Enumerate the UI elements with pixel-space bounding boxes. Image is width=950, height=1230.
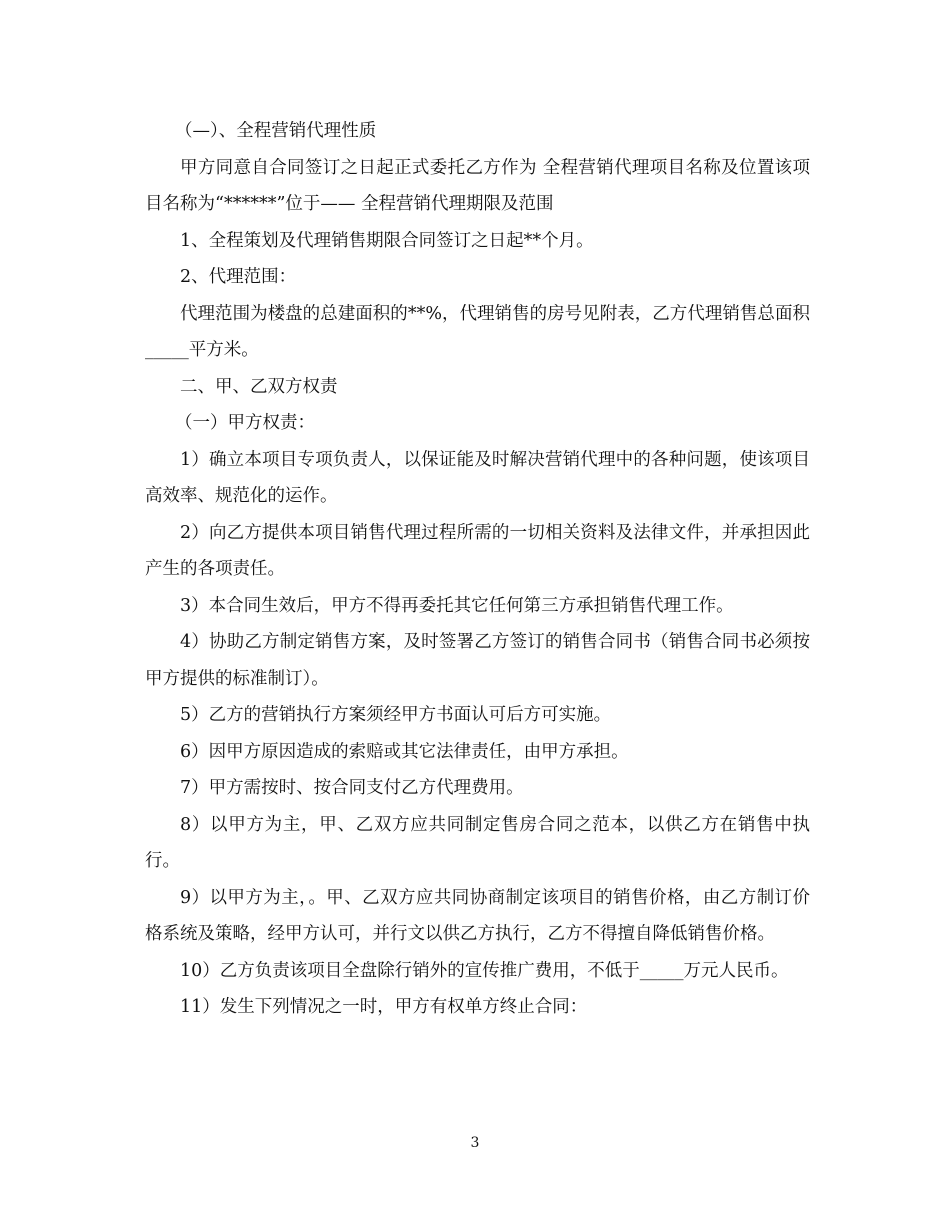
clause-4: 4）协助乙方制定销售方案，及时签署乙方签订的销售合同书（销售合同书必须按甲方提供的标准制订）。 [145,632,810,689]
clause-2: 2）向乙方提供本项目销售代理过程所需的一切相关资料及法律文件，并承担因此产生的各项责任。 [145,522,810,579]
clause-9: 9）以甲方为主，。甲、乙双方应共同协商制定该项目的销售价格，由乙方制订价格系统及策略，经甲方认可，并行文以供乙方执行，乙方不得擅自降低销售价格。 [145,887,810,944]
clause-7: 7）甲方需按时、按合同支付乙方代理费用。 [180,778,524,798]
clause-8: 8）以甲方为主，甲、乙双方应共同制定售房合同之范本，以供乙方在销售中执行。 [145,814,810,871]
clause-5: 5）乙方的营销执行方案须经甲方书面认可后方可实施。 [180,705,612,725]
clause-3: 3）本合同生效后，甲方不得再委托其它任何第三方承担销售代理工作。 [180,595,734,616]
section-heading-rights: 二、甲、乙双方权责 [180,376,338,397]
clause-6: 6）因甲方原因造成的索赔或其它法律责任，由甲方承担。 [180,741,629,762]
page-number: 3 [470,1135,480,1151]
subsection-heading-party-a: （一）甲方权责： [175,413,315,433]
paragraph-term: 1、全程策划及代理销售期限合同签订之日起**个月。 [180,230,594,251]
clause-1: 1）确立本项目专项负责人，以保证能及时解决营销代理中的各种问题，使该项目高效率、规范化的运作。 [145,449,810,506]
clause-10: 10）乙方负责该项目全盘除行销外的宣传推广费用，不低于_____万元人民币。 [180,960,789,981]
paragraph-commission: 甲方同意自合同签订之日起正式委托乙方作为 全程营销代理项目名称及位置该项目名称为“******”位于—— 全程营销代理期限及范围 [145,157,810,214]
document-body [145,113,810,1026]
clause-11: 11）发生下列情况之一时，甲方有权单方终止合同： [180,997,588,1017]
paragraph-scope: 代理范围为楼盘的总建面积的**%，代理销售的房号见附表，乙方代理销售总面积 _____平方米。 [145,303,810,360]
section-heading-nature: （—）、全程营销代理性质 [175,121,377,141]
paragraph-scope-heading: 2、代理范围： [180,267,297,287]
